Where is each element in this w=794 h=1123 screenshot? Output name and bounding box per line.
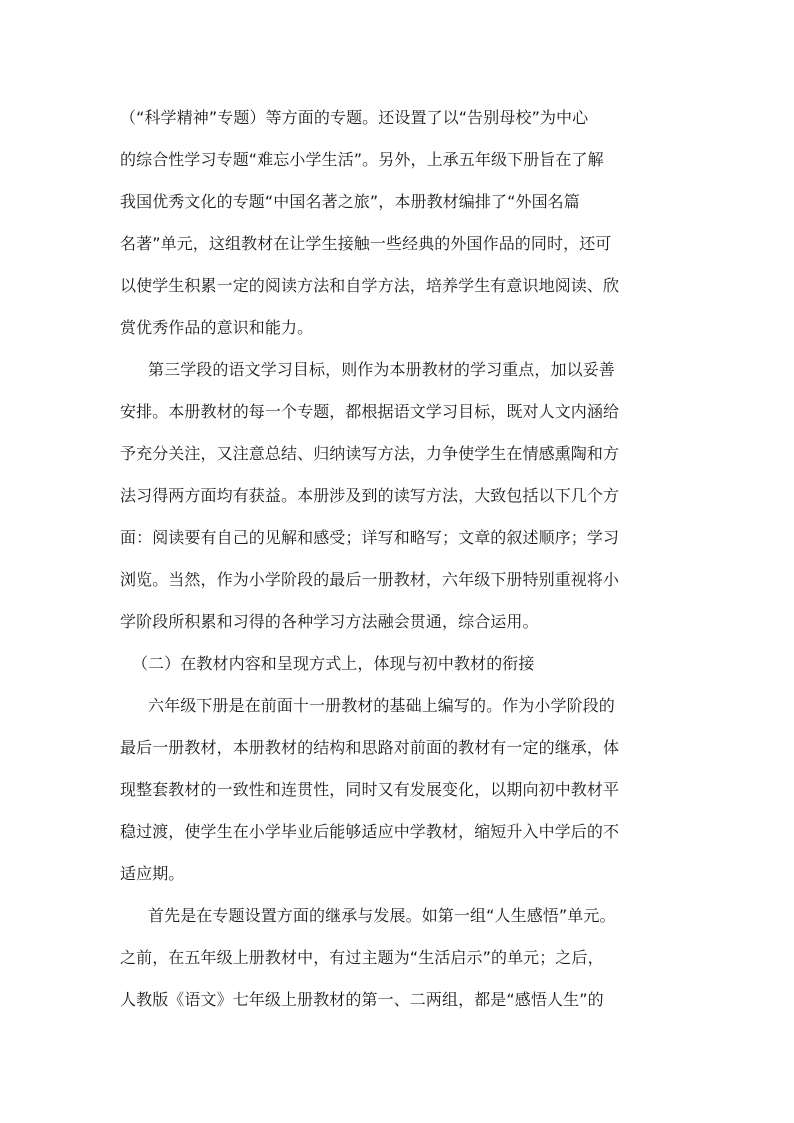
text-line: 稳过渡，使学生在小学毕业后能够适应中学教材，缩短升入中学后的不 bbox=[120, 822, 620, 841]
text-line: （“科学精神”专题）等方面的专题。还设置了以“告别母校”为中心 bbox=[120, 108, 589, 127]
text-line: 以使学生积累一定的阅读方法和自学方法，培养学生有意识地阅读、欣 bbox=[120, 276, 620, 295]
text-line: 面：阅读要有自己的见解和感受；详写和略写；文章的叙述顺序；学习 bbox=[120, 528, 620, 547]
text-line: 最后一册教材，本册教材的结构和思路对前面的教材有一定的继承，体 bbox=[120, 738, 620, 757]
text-line: 适应期。 bbox=[120, 864, 185, 883]
text-line: 予充分关注，又注意总结、归纳读写方法，力争使学生在情感熏陶和方 bbox=[120, 444, 620, 463]
text-line: 安排。本册教材的每一个专题，都根据语文学习目标，既对人文内涵给 bbox=[120, 402, 620, 421]
text-line: 人教版《语文》七年级上册教材的第一、二两组，都是“感悟人生”的 bbox=[120, 990, 604, 1009]
body-text bbox=[120, 97, 676, 1021]
text-line: 赏优秀作品的意识和能力。 bbox=[120, 318, 314, 337]
text-line: 学阶段所积累和习得的各种学习方法融会贯通，综合运用。 bbox=[120, 612, 539, 631]
paragraph-first-line: 首先是在专题设置方面的继承与发展。如第一组“人生感悟”单元。 bbox=[148, 906, 616, 925]
text-line: 法习得两方面均有获益。本册涉及到的读写方法，大致包括以下几个方 bbox=[120, 486, 620, 505]
text-line: 之前，在五年级上册教材中，有过主题为“生活启示”的单元；之后， bbox=[120, 948, 604, 967]
text-line: 的综合性学习专题“难忘小学生活”。另外，上承五年级下册旨在了解 bbox=[120, 150, 604, 169]
paragraph-first-line: 第三学段的语文学习目标，则作为本册教材的学习重点，加以妥善 bbox=[148, 360, 615, 379]
text-line: 我国优秀文化的专题“中国名著之旅”，本册教材编排了“外国名篇 bbox=[120, 192, 580, 211]
paragraph-first-line: 六年级下册是在前面十一册教材的基础上编写的。作为小学阶段的 bbox=[148, 696, 615, 715]
text-line: 名著”单元，这组教材在让学生接触一些经典的外国作品的同时，还可 bbox=[120, 234, 612, 253]
text-line: 现整套教材的一致性和连贯性，同时又有发展变化，以期向初中教材平 bbox=[120, 780, 620, 799]
section-heading: （二）在教材内容和呈现方式上，体现与初中教材的衔接 bbox=[132, 654, 535, 673]
text-line: 浏览。当然，作为小学阶段的最后一册教材，六年级下册特别重视将小 bbox=[120, 570, 620, 589]
